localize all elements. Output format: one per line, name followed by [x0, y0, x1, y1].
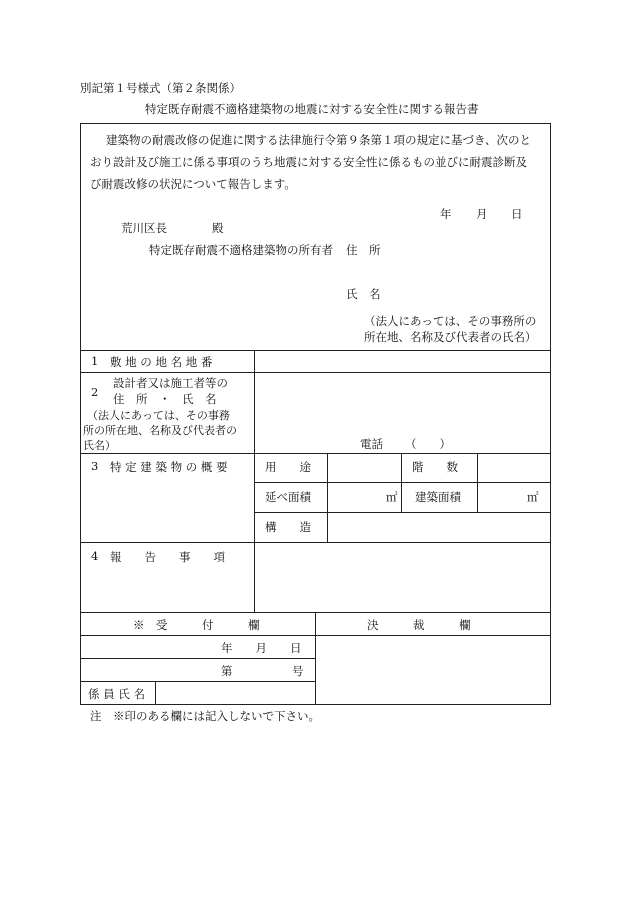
date-month: 月 [476, 207, 488, 221]
floors-label: 階 数 [412, 460, 458, 474]
row2-note-1: （法人にあっては、その事務 [87, 409, 230, 422]
use-label: 用 途 [265, 460, 311, 474]
row4-label: 報 告 事 項 [110, 550, 225, 564]
intro-line-1: 建築物の耐震改修の促進に関する法律施行令第９条第１項の規定に基づき、次のと [106, 133, 532, 147]
building-area-unit: ㎡ [527, 490, 539, 504]
honorific: 殿 [212, 221, 224, 235]
intro-line-2: おり設計及び施工に係る事項のうち地震に対する安全性に係るもの並びに耐震診断及 [90, 155, 527, 169]
addressee: 荒川区長 [121, 221, 167, 235]
row2-note-2: 所の所在地、名称及び代表者の [83, 424, 237, 437]
corp-note-1: （法人にあっては、その事務所の [364, 314, 537, 328]
page-title: 特定既存耐震不適格建築物の地震に対する安全性に関する報告書 [145, 102, 479, 116]
row2-label-1: 設計者又は施工者等の [113, 376, 228, 390]
structure-label: 構 造 [265, 520, 311, 534]
total-area-unit: ㎡ [386, 490, 398, 504]
owner-name-label: 氏 名 [346, 287, 381, 301]
row1-number: 1 [91, 354, 99, 368]
intro-line-3: び耐震改修の状況について報告します。 [90, 177, 296, 191]
row1-label: 敷 地 の 地 名 地 番 [110, 355, 213, 369]
row2-number: 2 [91, 385, 99, 399]
phone-paren: （ ） [405, 437, 451, 451]
row2-note-3: 氏名） [83, 439, 116, 452]
reception-date: 年 月 日 [221, 641, 302, 655]
owner-label: 特定既存耐震不適格建築物の所有者 [149, 243, 333, 257]
phone-label: 電話 [360, 437, 383, 451]
date-day: 日 [511, 207, 523, 221]
row2-label-2: 住 所 ・ 氏 名 [113, 392, 217, 406]
reception-number-go: 号 [292, 664, 304, 678]
row4-number: 4 [91, 549, 99, 563]
date-year: 年 [440, 207, 452, 221]
row3-number: 3 [91, 459, 99, 473]
building-area-label: 建築面積 [415, 490, 461, 504]
total-area-label: 延べ面積 [265, 490, 311, 504]
decision-header: 決 裁 欄 [367, 618, 471, 632]
form-number: 別記第１号様式（第２条関係） [80, 81, 241, 95]
reception-header: ※ 受 付 欄 [133, 618, 260, 632]
corp-note-2: 所在地、名称及び代表者の氏名） [364, 330, 537, 344]
reception-number-dai: 第 [221, 664, 233, 678]
footer-note: 注 ※印のある欄には記入しないで下さい。 [90, 709, 320, 723]
row3-label: 特 定 建 築 物 の 概 要 [110, 460, 228, 474]
clerk-label: 係 員 氏 名 [88, 687, 145, 701]
owner-address-label: 住 所 [346, 243, 381, 257]
